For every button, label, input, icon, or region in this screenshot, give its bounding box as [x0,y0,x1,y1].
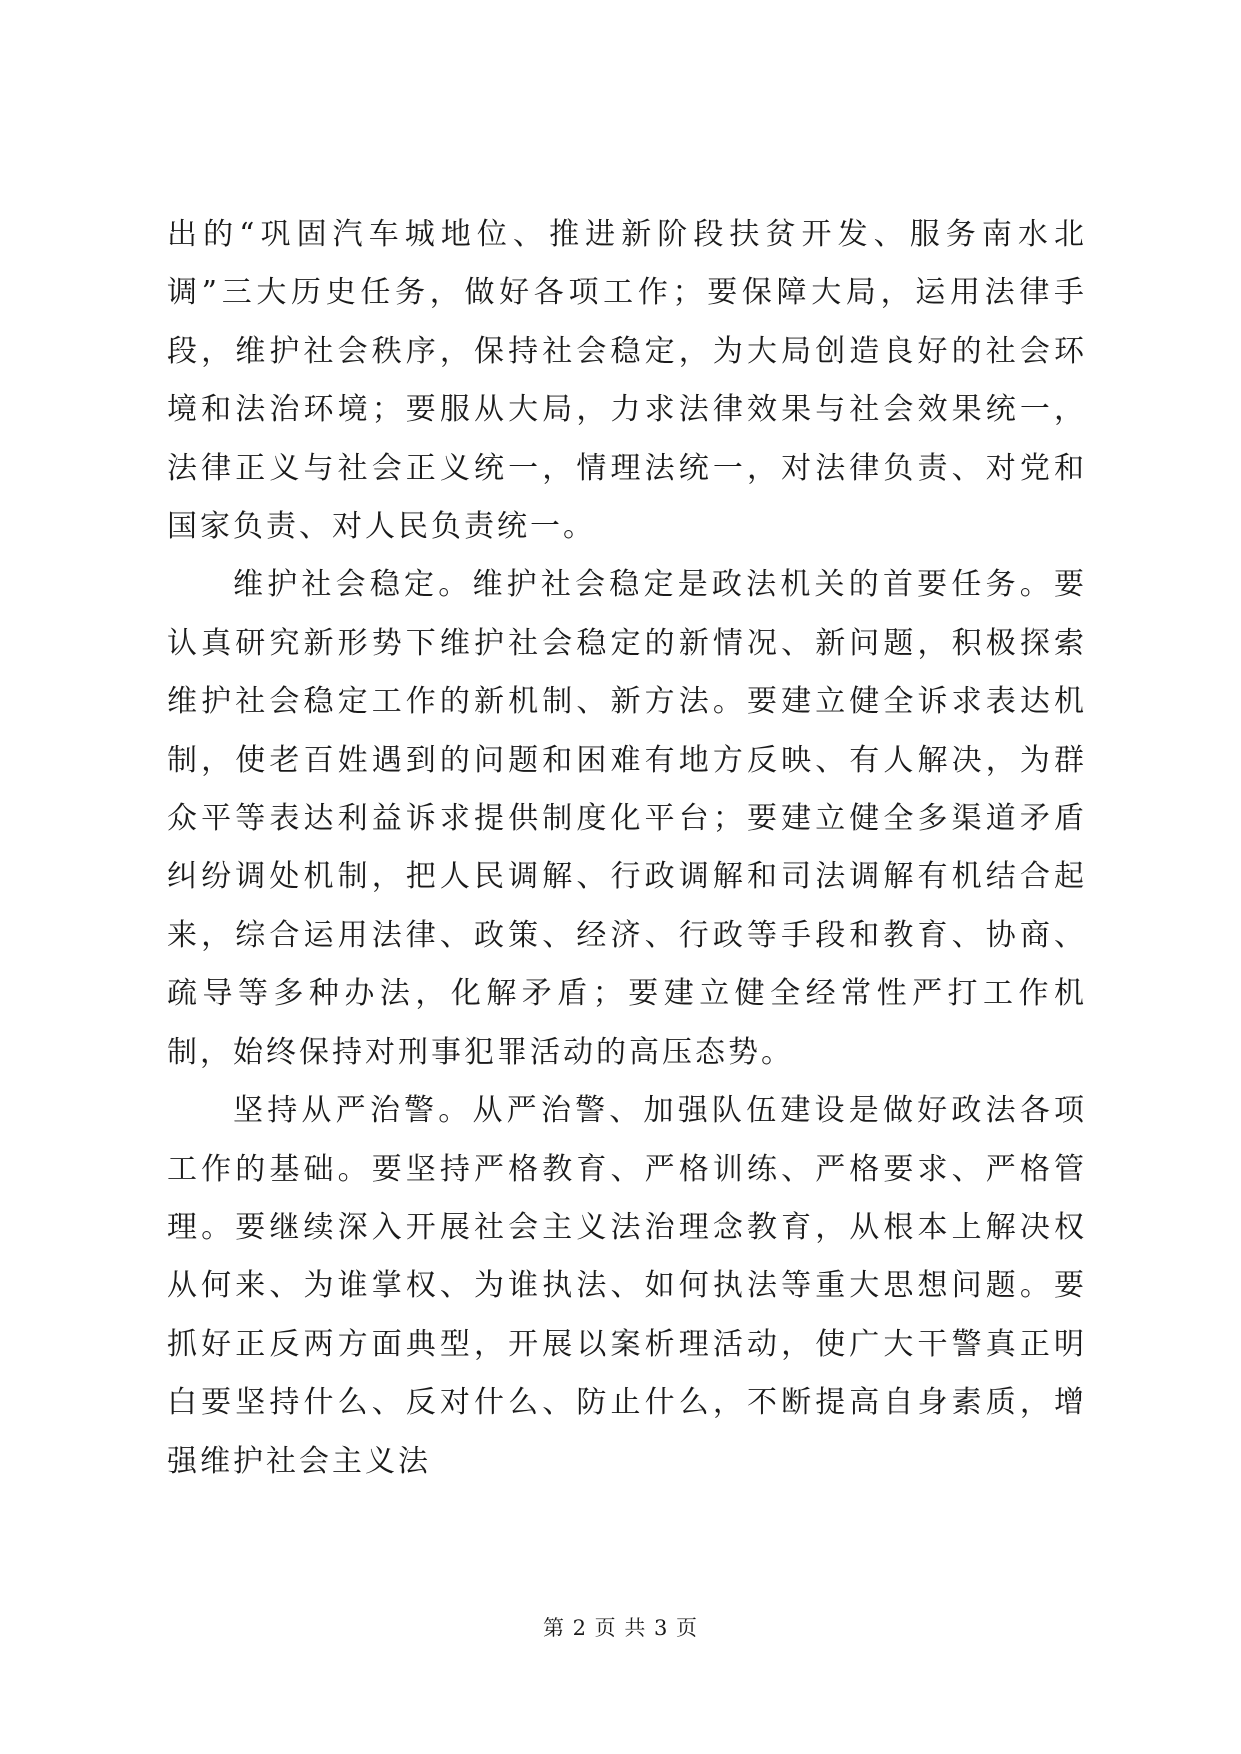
page-number-footer: 第 2 页 共 3 页 [542,1616,699,1640]
paragraph-2: 维护社会稳定。维护社会稳定是政法机关的首要任务。要认真研究新形势下维护社会稳定的新情况、新问题，积极探索维护社会稳定工作的新机制、新方法。要建立健全诉求表达机制，使老百姓遇到的问题和困难有地方反映、有人解决，为群众平等表达利益诉求提供制度化平台；要建立健全多渠道矛盾纠纷调处机制，把人民调解、行政调解和司法调解有机结合起来，综合运用法律、政策、经济、行政等手段和教育、协商、疏导等多种办法，化解矛盾；要建立健全经常性严打工作机制，始终保持对刑事犯罪活动的高压态势。 [167,567,1087,1070]
document-body [167,206,1087,1491]
paragraph-3: 坚持从严治警。从严治警、加强队伍建设是做好政法各项工作的基础。要坚持严格教育、严格训练、严格要求、严格管理。要继续深入开展社会主义法治理念教育，从根本上解决权从何来、为谁掌权、为谁执法、如何执法等重大思想问题。要抓好正反两方面典型，开展以案析理活动，使广大干警真正明白要坚持什么、反对什么、防止什么，不断提高自身素质，增强维护社会主义法 [167,1093,1087,1479]
paragraph-1: 出的“巩固汽车城地位、推进新阶段扶贫开发、服务南水北调”三大历史任务，做好各项工作；要保障大局，运用法律手段，维护社会秩序，保持社会稳定，为大局创造良好的社会环境和法治环境；要服从大局，力求法律效果与社会效果统一，法律正义与社会正义统一，情理法统一，对法律负责、对党和国家负责、对人民负责统一。 [167,217,1087,545]
